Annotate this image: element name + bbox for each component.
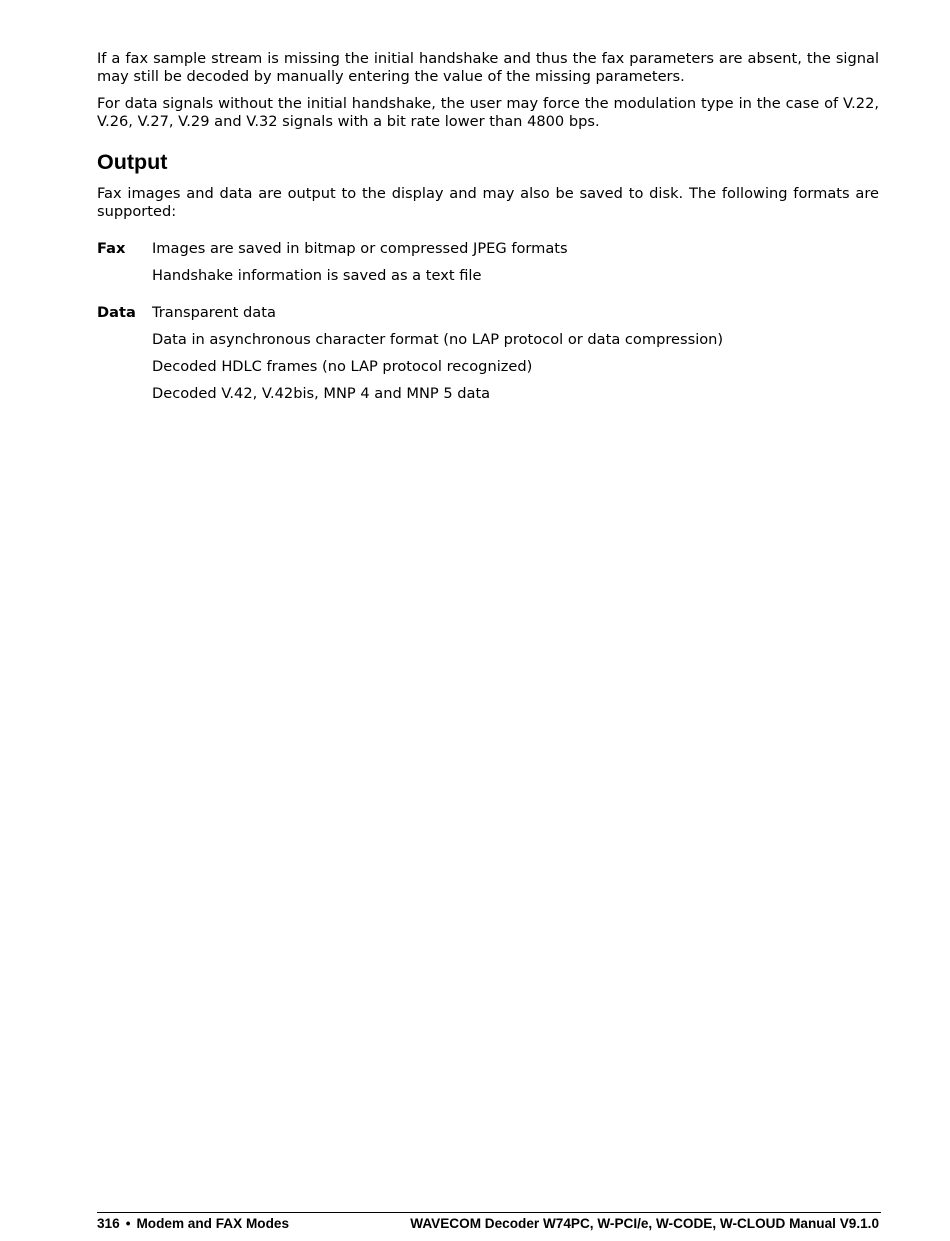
bullet-separator: •	[125, 1216, 131, 1231]
page-number: 316	[97, 1216, 120, 1231]
paragraph-force-modulation: For data signals without the initial handshake, the user may force the modulation type in the case of V.22, V.26, V.27, V.29 and V.32 signals with a bit rate lower than 4800 bps.	[97, 95, 879, 130]
footer-section-title: Modem and FAX Modes	[136, 1216, 290, 1231]
definition-line: Transparent data	[152, 304, 276, 321]
footer-rule	[97, 1212, 881, 1213]
section-heading-output: Output	[97, 150, 168, 174]
paragraph-output-intro: Fax images and data are output to the display and may also be saved to disk. The following formats are supported:	[97, 185, 879, 220]
paragraph-missing-handshake: If a fax sample stream is missing the initial handshake and thus the fax parameters are absent, the signal may still be decoded by manually entering the value of the missing parameters.	[97, 50, 879, 85]
footer-manual-title: WAVECOM Decoder W74PC, W-PCI/e, W-CODE, W-CLOUD Manual V9.1.0	[410, 1216, 879, 1231]
footer-left	[97, 1215, 289, 1232]
document-page	[97, 0, 879, 1241]
definition-term: Fax	[97, 240, 126, 257]
definition-line: Images are saved in bitmap or compressed JPEG formats	[152, 240, 568, 257]
definition-line: Decoded V.42, V.42bis, MNP 4 and MNP 5 data	[152, 385, 491, 402]
definition-line: Handshake information is saved as a text file	[152, 267, 482, 284]
definition-line: Decoded HDLC frames (no LAP protocol recognized)	[152, 358, 533, 375]
definition-term: Data	[97, 304, 136, 321]
definition-line: Data in asynchronous character format (no LAP protocol or data compression)	[152, 331, 724, 348]
